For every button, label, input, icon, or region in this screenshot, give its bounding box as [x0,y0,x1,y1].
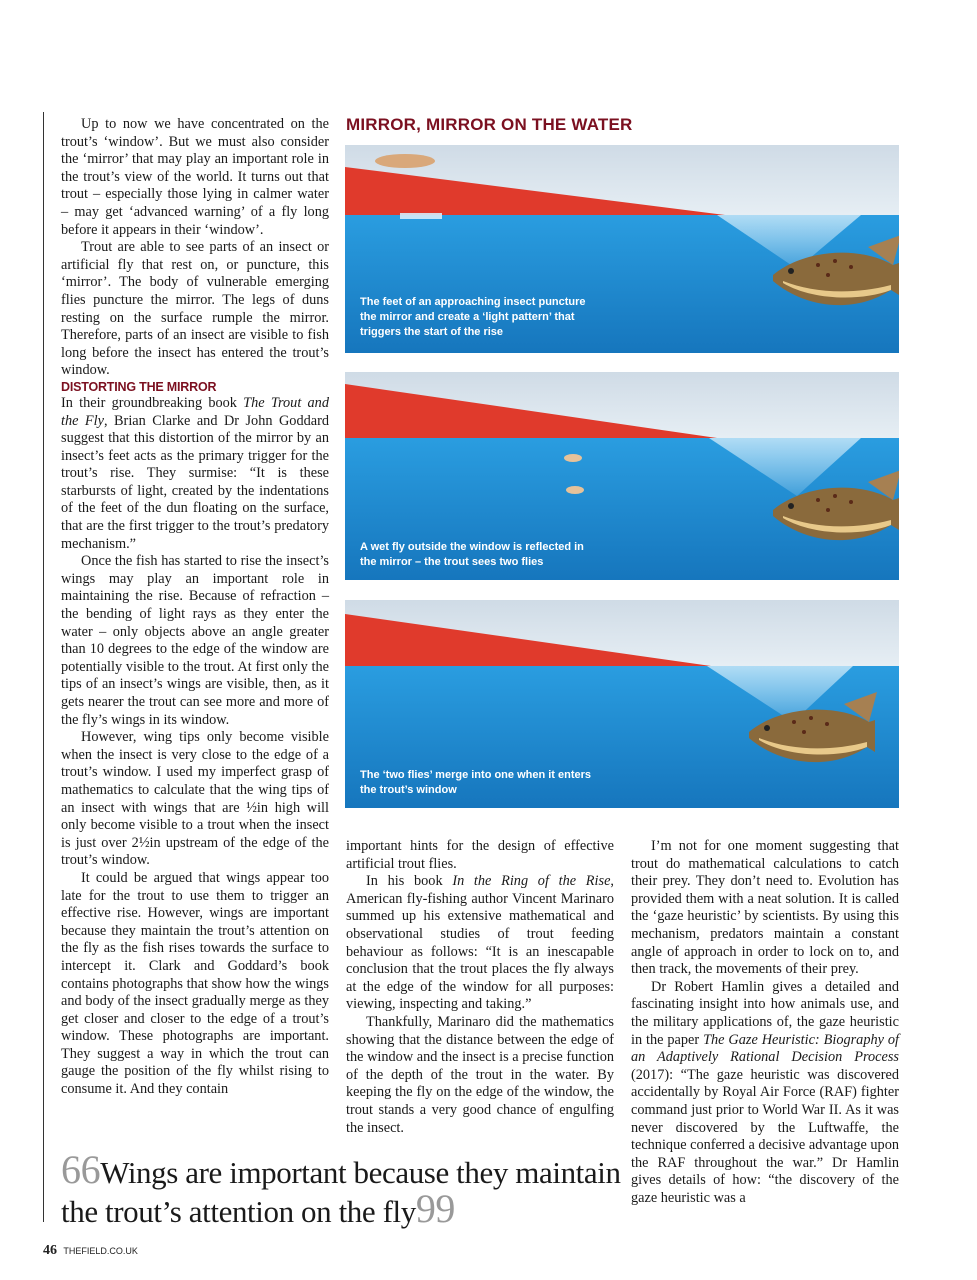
diagram-panel-3 [345,600,899,808]
article-column-3 [631,838,899,1207]
panel-3-caption: The ‘two flies’ merge into one when it enters the trout’s window [360,769,592,796]
title-italic: The Gaze Heuristic: Biography of an Adaptively Rational Decision Process [631,1031,899,1066]
insect-illustration [375,154,435,168]
page-number: 46 [43,1243,57,1258]
paragraph: Trout are able to see parts of an insect or artificial fly that rest on, or puncture, this ‘mirror’. The body of vulnerable emerging flies puncture the mirror. The legs of duns resting on the surface rumple the mirror. Therefore, parts of an insect are visible to fish long before the insect has entered the trout’s window. [61,239,329,379]
paragraph: However, wing tips only become visible when the insect is very close to the edge of a trout’s window. I used my imperfect grasp of mathematics to calculate that the wing tips of an insect with wings that are ½in high will only become visible to a trout when the insect is just over 2½in upstream of the edge of the trout’s window. [61,729,329,869]
paragraph: In his book In the Ring of the Rise, American fly-fishing author Vincent Marinaro summed up his extensive mathematical and observational studies of trout feeding behaviour as follows: “It is an inescapable conclusion that the trout places the fly always at the edge of the window for all purposes: viewing, inspecting and taking.” [346,873,614,1013]
diagram-panel-2 [345,372,899,580]
section-subhead: DISTORTING THE MIRROR [61,379,217,394]
paragraph: Once the fish has started to rise the insect’s wings may play an important role in maintaining the rise. Because of refraction – the bending of light rays as they enter the water – only objects above an angle greater than 10 degrees to the edge of the window are potentially visible to the trout. At first only the tips of an insect’s wings are visible, then, as it gets nearer the trout can see more and more of the fly’s wings in its window. [61,553,329,728]
diagram-panel-1 [345,145,899,353]
open-quote-icon: 66 [61,1147,101,1192]
pull-quote-text: Wings are important because they maintain the trout’s attention on the fly [61,1155,621,1229]
paragraph: Thankfully, Marinaro did the mathematics showing that the distance between the edge of the window and the insect is a precise function of the depth of the trout in the water. By keeping the fly on the edge of the window, the trout stands a very good chance of engulfing the insect. [346,1013,614,1136]
left-rule [43,112,44,1222]
pull-quote [61,1147,621,1231]
panel-1-caption: The feet of an approaching insect puncture the mirror and create a ‘light pattern’ that triggers the start of the rise [360,296,586,338]
title-italic: The Trout and the Fly [61,394,329,429]
page-footer [43,1243,138,1259]
paragraph: It could be argued that wings appear too late for the trout to use them to trigger an effective rise. However, wings are important because they maintain the trout’s attention on the fly as the fish rises towards the surface to intercept it. Clark and Goddard’s book contains photographs that show how the wings and body of the insect gradually merge as they get closer and closer to the edge of a trout’s window. These photographs are important. They suggest a way in which the trout can gauge the position of the fly whilst rising to consume it. And they contain [61,869,329,1098]
figure-title: MIRROR, MIRROR ON THE WATER [346,115,633,134]
panel-2-caption: A wet fly outside the window is reflected in the mirror – the trout sees two flies [360,541,584,568]
paragraph: important hints for the design of effective artificial trout flies. [346,838,614,872]
paragraph: Dr Robert Hamlin gives a detailed and fascinating insight into how animals use, and the military applications of, the gaze heuristic in the paper The Gaze Heuristic: Biography of an Adaptively Rational Decision Process (2017): “The gaze heuristic was discovered accidentally by Royal Air Force (RAF) fighter command just prior to World War II. As it was never discovered by the Luftwaffe, the technique conferred a decisive advantage upon the RAF throughout the war.” Dr Hamlin gives details of how: “the discovery of the gaze heuristic was a [631,978,899,1206]
close-quote-icon: 99 [415,1186,456,1231]
paragraph: I’m not for one moment suggesting that trout do mathematical calculations to catch their prey. They don’t need to. Evolution has provided them with a neat solution. It is called the ‘gaze heuristic’ by scientists. By using this mechanism, predators maintain a constant angle of approach in order to lock on to, and then track, the movements of their prey. [631,838,899,978]
paragraph: In their groundbreaking book The Trout and the Fly, Brian Clarke and Dr John Goddard suggest that this distortion of the mirror by an insect’s feet acts as the primary trigger for the trout’s rise. They surmise: “It is these starbursts of light, created by the indentations of the feet of the dun floating on the surface, that are the first trigger to the trout’s predatory mechanism.” [61,394,329,552]
site-name: THEFIELD.CO.UK [63,1246,138,1256]
paragraph: Up to now we have concentrated on the trout’s ‘window’. But we must also consider the ‘mirror’ that may play an important role in the trout’s view of the world. It turns out that trout – especially those lying in calmer water – may get ‘advanced warning’ of a fly long before it appears in their ‘window’. [61,116,329,238]
article-column-1 [61,116,329,1099]
title-italic: In the Ring of the Rise [452,873,611,890]
article-column-2 [346,838,614,1137]
